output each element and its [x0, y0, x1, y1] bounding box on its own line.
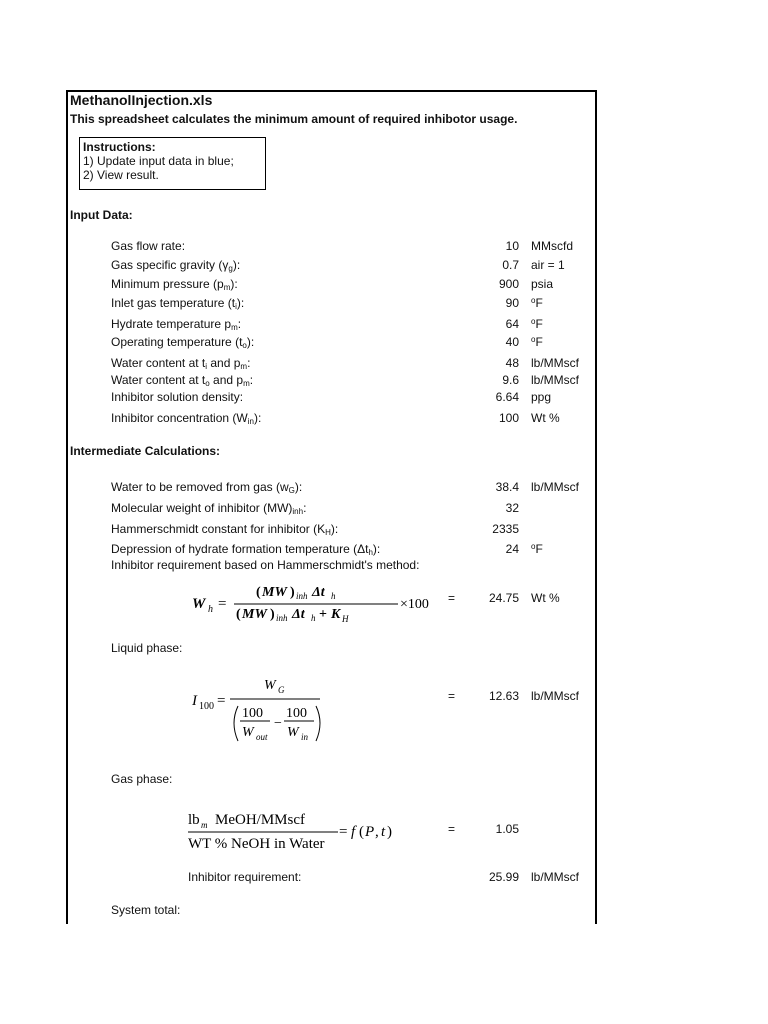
- svg-text:lb: lb: [188, 812, 200, 828]
- svg-text:): ): [290, 585, 295, 600]
- gas-phase-equals: =: [448, 822, 456, 836]
- gas-phase-formula: [188, 808, 408, 857]
- svg-text:100: 100: [242, 706, 263, 721]
- calc-value-water-removed: 38.4: [495, 480, 519, 494]
- instructions-line-2: 2) View result.: [83, 168, 159, 182]
- input-label-water-content-operating: Water content at $t_o$ and $p_m$:: [111, 373, 254, 388]
- system-total-label: System total:: [111, 903, 181, 917]
- svg-text:W: W: [287, 725, 299, 740]
- input-value-inlet-gas-temperature[interactable]: 90: [505, 296, 519, 310]
- calc-label-hammerschmidt-constant: Hammerschmidt constant for inhibitor $(K_H)$:: [111, 522, 339, 537]
- input-unit-hydrate-temperature: $^o$F: [531, 317, 543, 331]
- svg-text:=: =: [218, 596, 227, 612]
- svg-text:inh: inh: [276, 613, 288, 623]
- inhibitor-requirement-unit: lb/MMscf: [531, 870, 579, 884]
- input-label-minimum-pressure: Minimum pressure $(p_m)$:: [111, 277, 238, 292]
- input-unit-gas-flow-rate: MMscfd: [531, 239, 573, 253]
- input-unit-water-content-inlet: lb/MMscf: [531, 356, 579, 370]
- calc-value-molecular-weight: 32: [505, 501, 519, 515]
- svg-text:P: P: [365, 824, 375, 840]
- svg-text:Δt: Δt: [312, 585, 325, 600]
- spreadsheet-subtitle: This spreadsheet calculates the minimum amount of required inhibotor usage.: [70, 112, 518, 126]
- svg-text:=: =: [339, 824, 348, 840]
- svg-text:h: h: [311, 613, 316, 623]
- instructions-box: [79, 137, 266, 190]
- svg-text:t: t: [381, 824, 386, 840]
- svg-text:I: I: [192, 693, 197, 709]
- liquid-phase-equals: =: [448, 689, 456, 703]
- calc-label-molecular-weight: Molecular weight of inhibitor $(MW)_{inh}$:: [111, 501, 307, 516]
- liquid-phase-label: Liquid phase:: [111, 641, 183, 655]
- input-label-inhibitor-concentration: Inhibitor concentration $(W_{in})$:: [111, 411, 262, 426]
- input-unit-minimum-pressure: psia: [531, 277, 554, 291]
- gas-phase-label: Gas phase:: [111, 772, 173, 786]
- gas-phase-denominator: WT % NeOH in Water: [188, 836, 325, 852]
- svg-text:h: h: [331, 591, 336, 601]
- svg-text:100: 100: [286, 706, 307, 721]
- input-unit-inlet-gas-temperature: $^o$F: [531, 296, 543, 310]
- svg-text:inh: inh: [296, 591, 308, 601]
- svg-text:H: H: [342, 614, 349, 624]
- input-data-heading: Input Data:: [70, 208, 133, 222]
- input-value-minimum-pressure[interactable]: 900: [498, 277, 519, 291]
- svg-text:out: out: [256, 732, 268, 742]
- calc-label-water-removed: Water to be removed from gas $(w_G)$:: [111, 480, 303, 495]
- svg-text:×100: ×100: [400, 597, 429, 612]
- input-value-water-content-inlet[interactable]: 48: [505, 356, 519, 370]
- input-label-gas-specific-gravity: Gas specific gravity $(\gamma_g)$:: [111, 258, 241, 273]
- method-label: Inhibitor requirement based on Hammerschmidt's method:: [111, 558, 420, 572]
- svg-text:): ): [270, 607, 275, 622]
- liquid-phase-unit: lb/MMscf: [531, 689, 579, 703]
- input-value-water-content-operating[interactable]: 9.6: [502, 373, 519, 387]
- input-value-hydrate-temperature[interactable]: 64: [505, 317, 519, 331]
- svg-text:f: f: [351, 824, 356, 840]
- svg-text:): ): [387, 824, 392, 840]
- input-value-inhibitor-concentration[interactable]: 100: [498, 411, 519, 425]
- svg-text:(: (: [236, 607, 241, 622]
- instructions-line-1: 1) Update input data in blue;: [83, 154, 234, 168]
- hammerschmidt-unit: Wt %: [531, 591, 560, 605]
- liquid-phase-formula: [190, 675, 330, 750]
- calc-label-depression-temperature: Depression of hydrate formation temperature $(\Delta t_h)$:: [111, 542, 381, 557]
- input-unit-gas-specific-gravity: air = 1: [531, 258, 565, 272]
- instructions-heading: Instructions:: [83, 140, 156, 154]
- gas-phase-value: 1.05: [495, 822, 519, 836]
- input-label-inlet-gas-temperature: Inlet gas temperature $(t_i)$:: [111, 296, 245, 311]
- input-unit-inhibitor-concentration: Wt %: [531, 411, 560, 425]
- inhibitor-requirement-value: 25.99: [488, 870, 519, 884]
- hammerschmidt-value: 24.75: [488, 591, 519, 605]
- input-label-inhibitor-density: Inhibitor solution density:: [111, 390, 244, 404]
- svg-text:W: W: [264, 678, 276, 693]
- calc-value-depression-temperature: 24: [505, 542, 519, 556]
- input-value-gas-flow-rate[interactable]: 10: [505, 239, 519, 253]
- spreadsheet-title: MethanolInjection.xls: [70, 92, 213, 108]
- svg-text:+: +: [319, 607, 327, 622]
- input-unit-operating-temperature: $^o$F: [531, 335, 543, 349]
- gas-phase-numerator: MeOH/MMscf: [215, 812, 305, 828]
- svg-text:−: −: [274, 716, 282, 731]
- svg-text:(: (: [359, 824, 364, 840]
- svg-text:MW: MW: [242, 607, 267, 622]
- svg-text:100: 100: [199, 701, 214, 712]
- svg-text:Δt: Δt: [292, 607, 305, 622]
- input-value-gas-specific-gravity[interactable]: 0.7: [502, 258, 519, 272]
- input-label-gas-flow-rate: Gas flow rate:: [111, 239, 186, 253]
- input-label-hydrate-temperature: Hydrate temperature $p_m$:: [111, 317, 242, 332]
- input-unit-water-content-operating: lb/MMscf: [531, 373, 579, 387]
- svg-text:K: K: [331, 607, 341, 622]
- svg-text:W: W: [192, 596, 206, 612]
- input-value-operating-temperature[interactable]: 40: [505, 335, 519, 349]
- intermediate-heading: Intermediate Calculations:: [70, 444, 221, 458]
- svg-text:in: in: [301, 732, 309, 742]
- svg-text:MW: MW: [262, 585, 287, 600]
- svg-text:h: h: [208, 604, 213, 615]
- svg-text:W: W: [242, 725, 254, 740]
- hammerschmidt-equals: =: [448, 591, 456, 605]
- calc-unit-depression-temperature: $^o$F: [531, 542, 543, 556]
- svg-text:m: m: [201, 820, 208, 830]
- input-value-inhibitor-density[interactable]: 6.64: [495, 390, 519, 404]
- input-label-water-content-inlet: Water content at $t_i$ and $p_m$:: [111, 356, 251, 371]
- input-label-operating-temperature: Operating temperature $(t_o)$:: [111, 335, 255, 350]
- hammerschmidt-formula: [190, 580, 440, 629]
- calc-unit-water-removed: lb/MMscf: [531, 480, 579, 494]
- liquid-phase-value: 12.63: [488, 689, 519, 703]
- svg-text:G: G: [278, 685, 285, 695]
- svg-text:=: =: [217, 693, 226, 709]
- inhibitor-requirement-label: Inhibitor requirement:: [188, 870, 302, 884]
- svg-text:,: ,: [375, 824, 379, 840]
- calc-value-hammerschmidt-constant: 2335: [492, 522, 519, 536]
- input-unit-inhibitor-density: ppg: [531, 390, 552, 404]
- svg-text:(: (: [256, 585, 261, 600]
